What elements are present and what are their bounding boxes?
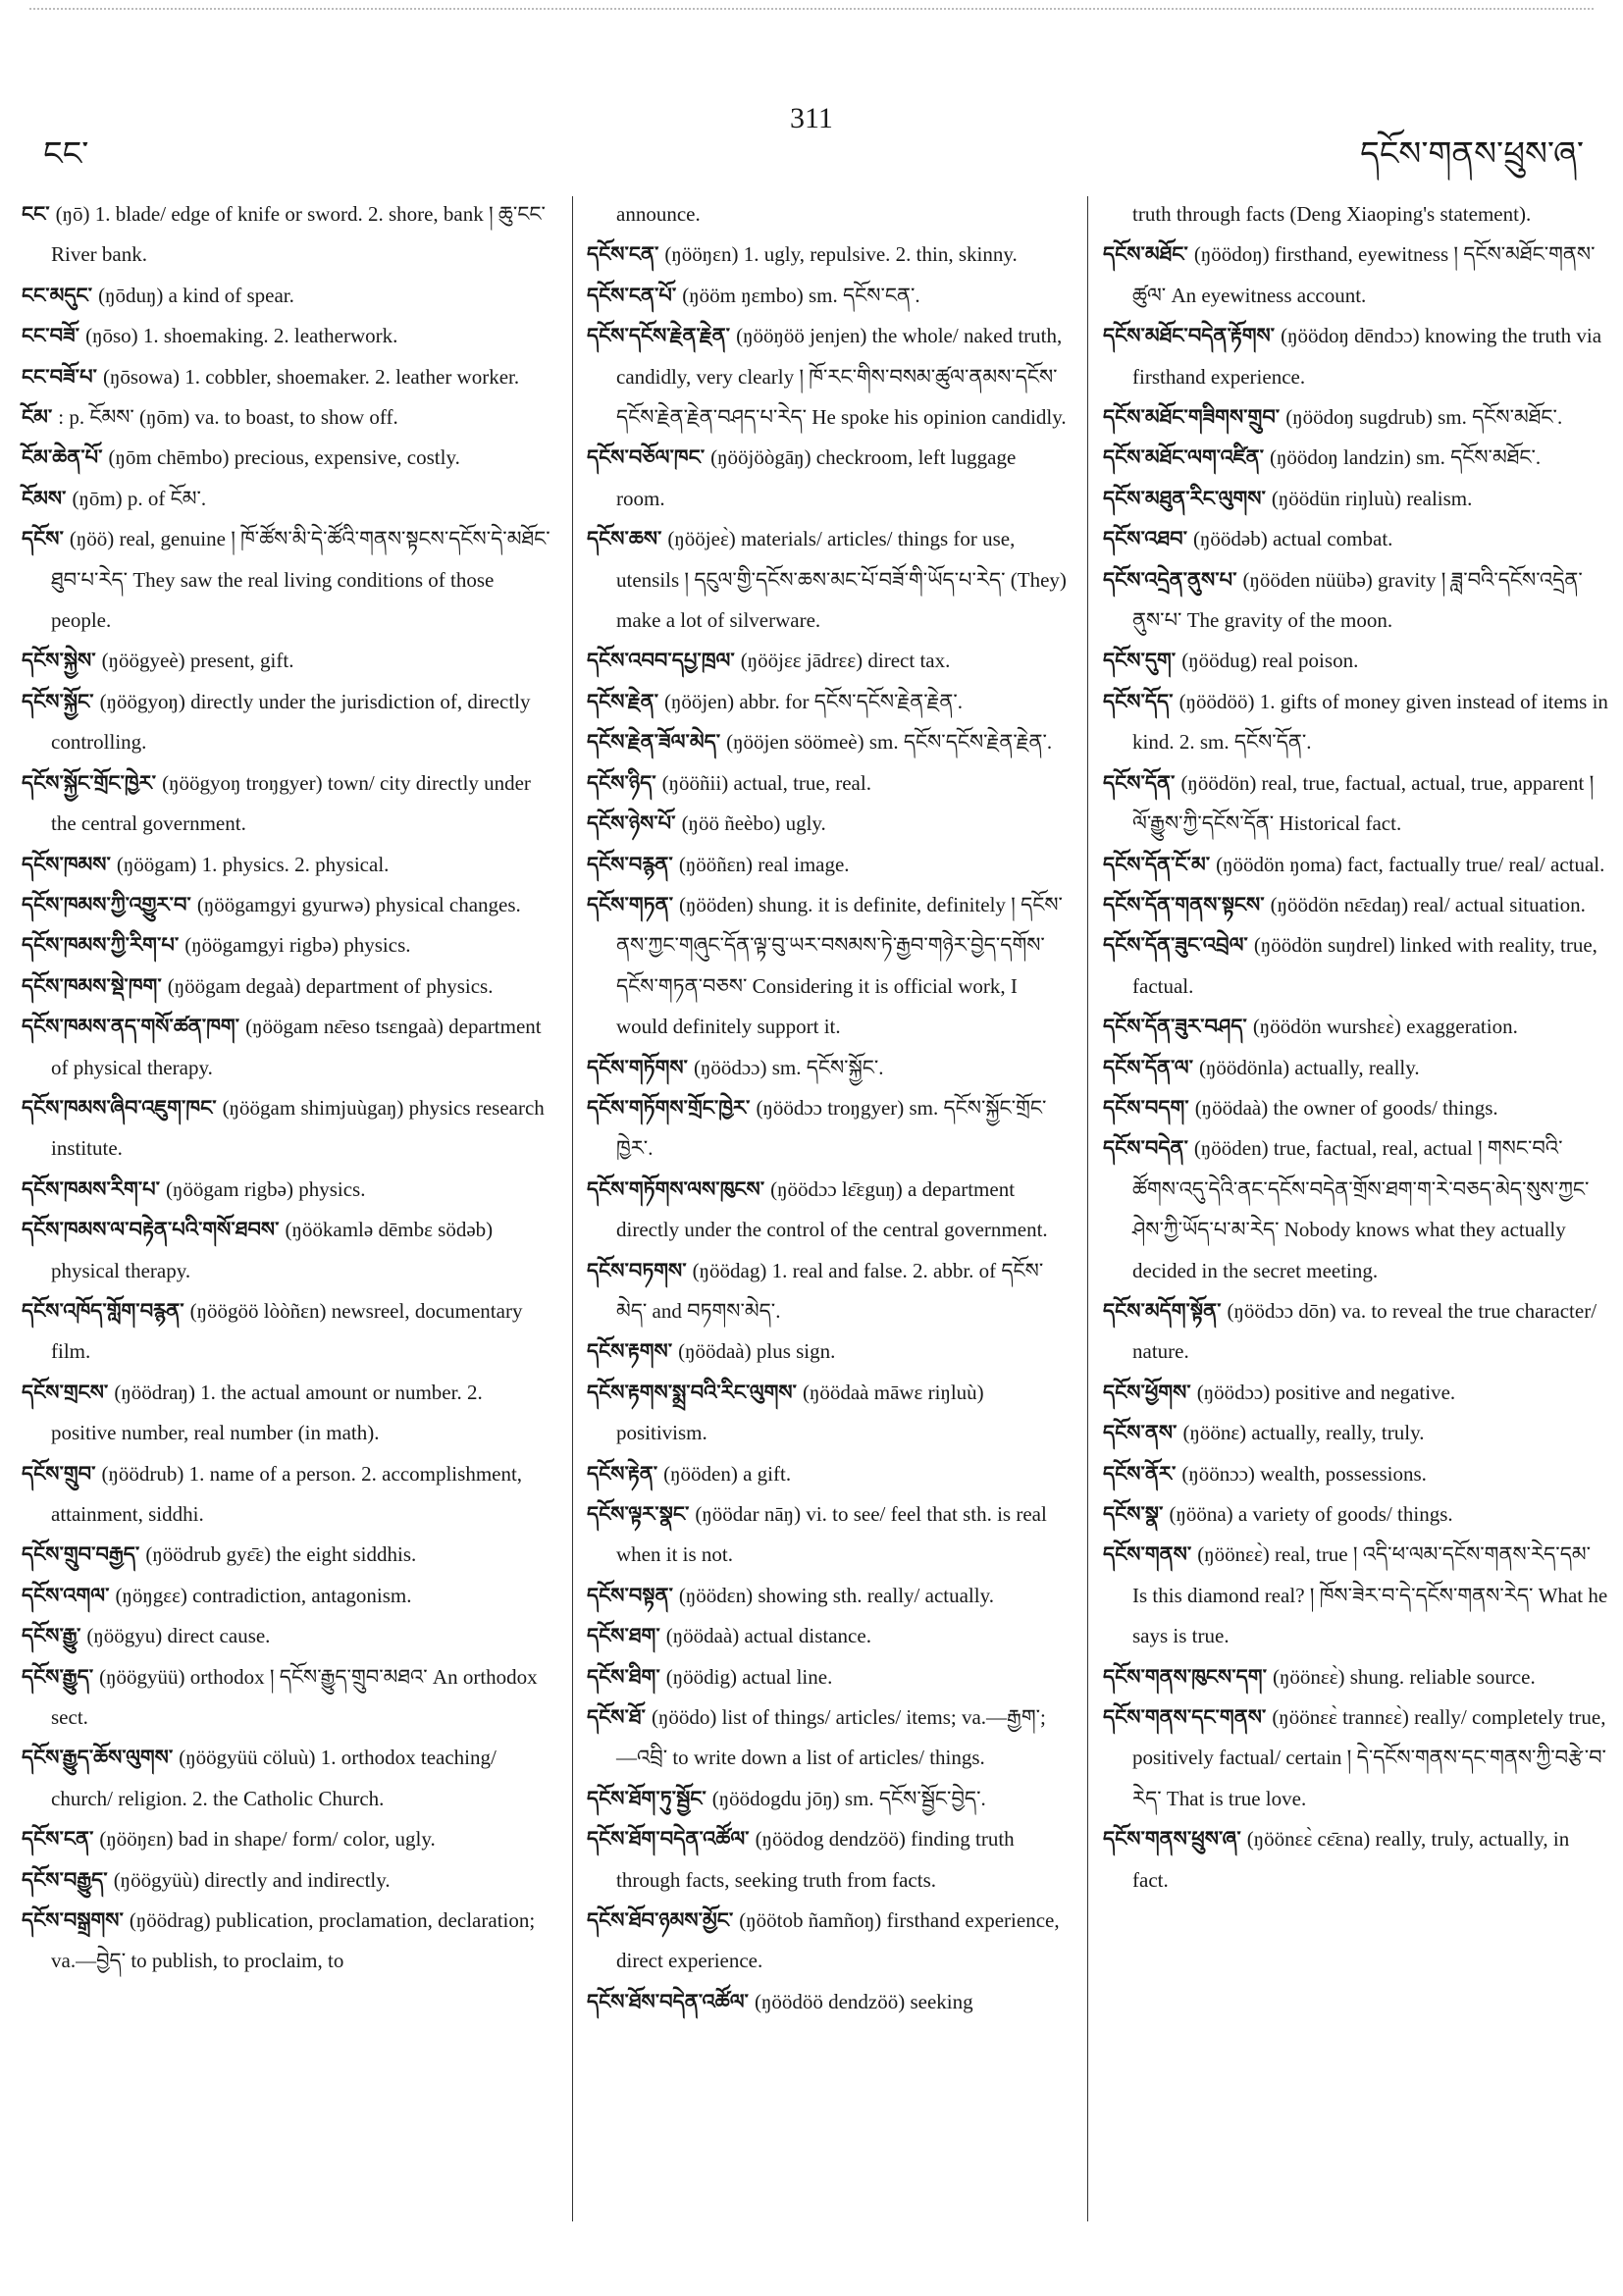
- dictionary-entry: [587, 1657, 1070, 1697]
- dictionary-entry: [587, 1454, 1070, 1494]
- entry-headword: དངོས་ཕྱོགས་: [1103, 1380, 1191, 1404]
- entry-headword: དངོས་སྐྱོང་གྲོང་ཁྱེར་: [22, 770, 157, 795]
- entry-headword: དངོས་སྣ་: [1103, 1502, 1164, 1526]
- entry-definition: (ŋöönɛɛ̀ trannɛɛ̀) really/ completely true, positively factual/ certain ། དེ་དངོས་གནས་དང་གནས་ཀྱི་བརྩེ་བ་རེད་ That is true love.: [1132, 1705, 1606, 1810]
- entry-headword: དངོས་དོད་: [1103, 689, 1174, 713]
- entry-headword: དངོས་ཐོག་བདེན་འཚོལ་: [587, 1827, 750, 1852]
- entry-headword: དངོས་གནས་ཕྲུས་ཞ་: [1103, 1827, 1241, 1852]
- dictionary-entry: [22, 316, 551, 356]
- entry-headword: དངོས་ཐོ་: [587, 1705, 646, 1730]
- entry-headword: དངོས་རྟགས་: [587, 1339, 673, 1364]
- entry-definition: (ŋöödraŋ) 1. the actual amount or number. 2. positive number, real number (in math).: [51, 1380, 483, 1445]
- dictionary-entry: [22, 885, 551, 925]
- dictionary-entry: [587, 1697, 1070, 1779]
- entry-headword: དངོས་བརྒྱུད་: [22, 1867, 108, 1892]
- entry-headword: དངོས་ངན་: [22, 1827, 94, 1852]
- entry-headword: དངོས་མཐོང་: [1103, 242, 1188, 267]
- dictionary-entry: [22, 1576, 551, 1616]
- entry-definition: (ŋöögam rigbə) physics.: [166, 1176, 366, 1201]
- right-guide-word: དངོས་གནས་ཕྲུས་ཞ་: [1360, 136, 1584, 173]
- dictionary-entry: [22, 1657, 551, 1739]
- entry-headword: དངོས་མདོག་སྟོན་: [1103, 1298, 1222, 1323]
- dictionary-entry: [587, 316, 1070, 438]
- entry-definition: (ŋōm) p. of ངོམ་.: [72, 486, 207, 510]
- entry-headword: དངོས་ངན་: [587, 242, 659, 267]
- entry-headword: དངོས་ལྟར་སྣང་: [587, 1502, 690, 1526]
- entry-headword: ངང་: [22, 202, 50, 226]
- entry-headword: དངོས་རྒྱུད་: [22, 1664, 94, 1689]
- entry-definition: (ŋöökamlə dēmbɛ södəb) physical therapy.: [51, 1218, 494, 1282]
- entry-definition: (ŋöödrag) publication, proclamation, declaration; va.—བྱེད་ to publish, to proclaim, to: [51, 1908, 536, 1973]
- entry-headword: དངོས་ཐོས་བདེན་འཚོལ་: [587, 1989, 749, 2013]
- entry-definition: (ŋöödɔɔ lɛ̄ɛguŋ) a department directly under the control of the central government.: [616, 1176, 1048, 1242]
- dictionary-entry: [1103, 845, 1609, 885]
- entry-headword: དངོས་སྐྱོང་: [22, 689, 94, 713]
- entry-headword: དངོས་དོན་ངོ་མ་: [1103, 852, 1211, 876]
- dictionary-entry: [1103, 1007, 1609, 1047]
- entry-definition: (ŋöögam shimjuùgaŋ) physics research institute.: [51, 1095, 545, 1161]
- dictionary-entry: [1103, 235, 1609, 316]
- entry-definition: (ŋöödrub gyɛ̄ɛ) the eight siddhis.: [145, 1542, 417, 1567]
- entry-headword: དངོས་གནས་དང་གནས་: [1103, 1705, 1267, 1730]
- entry-definition: (ŋööjen) abbr. for དངོས་དངོས་རྗེན་རྗེན་.: [664, 689, 964, 713]
- dictionary-entry: [587, 235, 1070, 275]
- entry-headword: དངོས་གཏོགས་ལས་ཁུངས་: [587, 1176, 765, 1201]
- entry-definition: (ŋöödön suŋdrel) linked with reality, true, factual.: [1132, 933, 1597, 998]
- entry-headword: དངོས་འདྲེན་ནུས་པ་: [1103, 567, 1237, 592]
- entry-headword: དངོས་དངོས་རྗེན་རྗེན་: [587, 324, 731, 348]
- dictionary-entry: [587, 1494, 1070, 1576]
- entry-headword: དངོས་དུག་: [1103, 649, 1177, 673]
- dictionary-entry: [1103, 1494, 1609, 1535]
- dictionary-entry: [1103, 1291, 1609, 1373]
- entry-definition: (ŋöögyüù) directly and indirectly.: [113, 1867, 391, 1892]
- dictionary-entry: [587, 1779, 1070, 1819]
- entry-definition: (ŋöödün riŋluù) realism.: [1271, 486, 1473, 510]
- entry-definition: (ŋöögyoŋ troŋgyer) town/ city directly under the central government.: [51, 770, 531, 836]
- entry-definition: (ŋööŋöö jenjen) the whole/ naked truth, candidly, very clearly ། ཁོ་རང་གིས་བསམ་ཚུལ་ནམས་དངོས་དངོས་རྗེན་རྗེན་བཤད་པ་རེད་ He spoke his opinion candidly.: [616, 324, 1067, 430]
- dictionary-entry: [22, 519, 551, 641]
- entry-definition: (ŋöödoŋ) firsthand, eyewitness ། དངོས་མཐོང་གནས་ཚུལ་ An eyewitness account.: [1132, 242, 1596, 307]
- entry-headword: དངོས་གྲུབ་: [22, 1461, 96, 1486]
- entry-headword: དངོས་ཉིད་: [587, 770, 656, 795]
- entry-definition: (ŋöödön wurshɛɛ̀) exaggeration.: [1252, 1015, 1518, 1039]
- dictionary-entry: [587, 1616, 1070, 1656]
- entry-definition: (ŋööden) a gift.: [663, 1461, 792, 1486]
- entry-definition: (ŋöödug) real poison.: [1181, 649, 1359, 673]
- column-3: [1103, 194, 1609, 1901]
- entry-definition: (ŋöötob ñamñoŋ) firsthand experience, direct experience.: [616, 1908, 1060, 1973]
- dictionary-entry: [1103, 397, 1609, 438]
- entry-definition: (ŋöödɔɔ) positive and negative.: [1196, 1380, 1456, 1404]
- dictionary-entry: [22, 1819, 551, 1859]
- column-divider: [1087, 196, 1088, 2221]
- entry-definition: (ŋöödoŋ dēndɔɔ) knowing the truth via firsthand experience.: [1132, 324, 1602, 389]
- entry-definition: announce.: [616, 202, 701, 226]
- dictionary-entry: [1103, 1697, 1609, 1819]
- dictionary-entry: [22, 845, 551, 885]
- dictionary-entry: [1103, 1088, 1609, 1128]
- dictionary-entry: [587, 1048, 1070, 1088]
- entry-definition: (ŋöödrub) 1. name of a person. 2. accomplishment, attainment, siddhi.: [51, 1461, 523, 1526]
- entry-headword: དངོས་གྲུབ་བརྒྱད་: [22, 1542, 140, 1567]
- entry-headword: དངོས་གཏན་: [587, 892, 673, 916]
- dictionary-entry: [587, 1373, 1070, 1454]
- entry-definition: (ŋöögam nɛ̄eso tsɛngaà) department of physical therapy.: [51, 1015, 542, 1079]
- entry-headword: དངོས་འབབ་དཔྱ་ཁྲལ་: [587, 649, 735, 673]
- dictionary-entry: [587, 1901, 1070, 1982]
- entry-headword: དངོས་བསྟན་: [587, 1583, 673, 1607]
- entry-headword: དངོས་བཅོལ་ཁང་: [587, 445, 706, 470]
- entry-headword: དངོས་ངན་པོ་: [587, 283, 677, 307]
- entry-headword: དངོས་རྒྱུད་ཆོས་ལུགས་: [22, 1746, 174, 1770]
- dictionary-entry: [22, 682, 551, 763]
- left-guide-word: ངང་: [43, 136, 89, 173]
- entry-headword: དངོས་ཐོབ་ཉམས་མྱོང་: [587, 1908, 734, 1933]
- entry-headword: དངོས་དོན་ཟུང་འབྲེལ་: [1103, 933, 1248, 958]
- dictionary-entry: [1103, 1454, 1609, 1494]
- entry-definition: (ŋöödog dendzöö) finding truth through facts, seeking truth from facts.: [616, 1827, 1015, 1892]
- dictionary-entry: [1103, 885, 1609, 925]
- entry-definition: (ŋöönɛɛ̀ cɛ̄ɛna) really, truly, actually, in fact.: [1132, 1827, 1570, 1892]
- dictionary-entry: [22, 479, 551, 519]
- entry-definition: (ŋöönɛ) actually, really, truly.: [1182, 1421, 1425, 1445]
- entry-definition: (ŋöögam) 1. physics. 2. physical.: [116, 852, 390, 876]
- entry-headword: དངོས་ཁམས་ཞིབ་འཇུག་ཁང་: [22, 1095, 217, 1120]
- entry-definition: : p. ངོམས་ (ŋōm) va. to boast, to show off.: [58, 405, 398, 430]
- entry-headword: དངོས་དོན་ཟུར་བཤད་: [1103, 1015, 1247, 1039]
- entry-definition: (ŋōduŋ) a kind of spear.: [98, 283, 294, 307]
- entry-definition: (ŋööñɛn) real image.: [678, 852, 850, 876]
- entry-headword: དངོས་གཏོགས་གྲོང་ཁྱེར་: [587, 1095, 751, 1120]
- entry-definition: (ŋöögyoŋ) directly under the jurisdiction of, directly controlling.: [51, 689, 531, 755]
- entry-definition: (ŋöögam degaà) department of physics.: [167, 973, 494, 998]
- dictionary-entry: [22, 1535, 551, 1575]
- page-number: 311: [790, 102, 833, 134]
- entry-definition: (ŋöönɔɔ) wealth, possessions.: [1181, 1461, 1427, 1486]
- entry-headword: དངོས་མཐོང་གཟིགས་གྲུབ་: [1103, 405, 1281, 430]
- dictionary-entry: [22, 397, 551, 438]
- dictionary-entry: [22, 966, 551, 1007]
- entry-definition: (ŋöödɔɔ dōn) va. to reveal the true character/ nature.: [1132, 1298, 1597, 1364]
- entry-definition: (ŋöödaà) the owner of goods/ things.: [1194, 1095, 1498, 1120]
- dictionary-entry: [587, 1331, 1070, 1372]
- entry-definition: (ŋööden) shung. it is definite, definitely ། དངོས་ནས་ཀྱང་གཞུང་དོན་ལྟ་བུ་ཡར་བསམས་ཏེ་རྒྱབ་གཉེར་བྱེད་དགོས་དངོས་གཏན་བཅས་ Considering it is official work, I would definitely support it.: [616, 892, 1063, 1039]
- entry-definition: (ŋöögamgyi rigbə) physics.: [184, 933, 411, 958]
- entry-definition: (ŋöödəb) actual combat.: [1193, 527, 1393, 551]
- dictionary-entry: [22, 641, 551, 681]
- entry-definition: (ŋöödɔɔ troŋgyer) sm. དངོས་སྐྱོང་གྲོང་ཁྱེར་.: [616, 1095, 1047, 1161]
- entry-definition: (ŋöögöö lòòñɛn) newsreel, documentary film.: [51, 1298, 523, 1364]
- entry-definition: (ŋöödöö dendzöö) seeking: [754, 1989, 973, 2013]
- entry-definition: (ŋöödo) list of things/ articles/ items; va.—རྒྱག་; —འབྲི་ to write down a list of articles/ things.: [616, 1705, 1046, 1770]
- dictionary-entry: [1103, 1657, 1609, 1697]
- dictionary-entry: [1103, 925, 1609, 1007]
- dictionary-entry: [587, 1170, 1070, 1251]
- entry-definition: (ŋöögyu) direct cause.: [86, 1624, 271, 1648]
- dictionary-entry: [1103, 560, 1609, 642]
- entry-definition: (ŋööjɛɛ jādrɛɛ) direct tax.: [740, 649, 951, 673]
- dictionary-entry: [1103, 438, 1609, 478]
- dictionary-entry: [587, 763, 1070, 804]
- entry-definition: (ŋööjen söömeè) sm. དངོས་དངོས་རྗེན་རྗེན་.: [726, 730, 1053, 755]
- dictionary-entry: [587, 804, 1070, 844]
- dictionary-entry: [22, 1210, 551, 1291]
- entry-headword: དངོས་དོན་: [1103, 770, 1176, 795]
- entry-headword: ངོམ་ཆེན་པོ་: [22, 445, 103, 470]
- dictionary-entry: [22, 763, 551, 845]
- entry-headword: ངང་མདུང་: [22, 283, 93, 307]
- entry-definition: (ŋöödɛn) showing sth. really/ actually.: [678, 1583, 994, 1607]
- entry-definition: (ŋööm ŋɛmbo) sm. དངོས་ངན་.: [682, 283, 920, 307]
- dictionary-entry: [587, 1088, 1070, 1170]
- entry-headword: དངོས་གནས་: [1103, 1542, 1192, 1567]
- entry-headword: དངོས་བཏགས་: [587, 1258, 687, 1282]
- column-divider: [572, 196, 573, 2221]
- entry-definition: (ŋöödöö) 1. gifts of money given instead of items in kind. 2. sm. དངོས་དོན་.: [1132, 689, 1608, 755]
- entry-definition: (ŋōso) 1. shoemaking. 2. leatherwork.: [85, 324, 398, 348]
- entry-headword: དངོས་ཆས་: [587, 527, 662, 551]
- entry-definition: (ŋöŋgɛɛ) contradiction, antagonism.: [115, 1583, 412, 1607]
- dictionary-entry: [587, 1576, 1070, 1616]
- entry-definition: (ŋööden nüübə) gravity ། ཟླ་བའི་དངོས་འདྲེན་ནུས་པ་ The gravity of the moon.: [1132, 567, 1583, 633]
- entry-definition: (ŋöödön nɛ̄ɛdaŋ) real/ actual situation.: [1270, 892, 1586, 916]
- entry-headword: དངོས་ཁམས་ཀྱི་འགྱུར་བ་: [22, 892, 191, 916]
- entry-headword: དངོས་ཁམས་: [22, 852, 111, 876]
- entry-headword: དངོས་རྟགས་སྨྲ་བའི་རིང་ལུགས་: [587, 1380, 797, 1404]
- entry-headword: ངོམས་: [22, 486, 67, 510]
- entry-headword: དངོས་བརྙན་: [587, 852, 673, 876]
- entry-definition: (ŋöödar nāŋ) vi. to see/ feel that sth. is real when it is not.: [616, 1502, 1047, 1567]
- dictionary-entry: [587, 885, 1070, 1048]
- entry-definition: (ŋöödön) real, true, factual, actual, true, apparent ། ལོ་རྒྱུས་ཀྱི་དངོས་དོན་ Historical fact.: [1132, 770, 1595, 836]
- entry-headword: དངོས་བདེན་: [1103, 1136, 1188, 1161]
- dictionary-entry: [1103, 1819, 1609, 1901]
- entry-headword: དངོས་རྗེན་: [587, 689, 659, 713]
- column-2: [587, 194, 1070, 2022]
- entry-headword: དངོས་མཐོང་ལག་འཛིན་: [1103, 445, 1265, 470]
- entry-definition: (ŋööna) a variety of goods/ things.: [1169, 1502, 1453, 1526]
- entry-headword: དངོས་རྒྱུ་: [22, 1624, 81, 1648]
- dictionary-entry: [587, 438, 1070, 519]
- dictionary-entry: [587, 1251, 1070, 1332]
- dictionary-entry: [587, 276, 1070, 316]
- dictionary-entry: [1103, 1048, 1609, 1088]
- dictionary-entry: [22, 1170, 551, 1210]
- dictionary-entry: [1103, 1373, 1609, 1413]
- entry-definition: (ŋöödaà) actual distance.: [665, 1624, 871, 1648]
- entry-headword: ངང་བཟོ་: [22, 324, 80, 348]
- dictionary-entry: [587, 722, 1070, 762]
- entry-definition: (ŋöögamgyi gyurwə) physical changes.: [196, 892, 521, 916]
- top-edge-rule: [29, 8, 1594, 10]
- entry-definition: (ŋöögyeè) present, gift.: [101, 649, 294, 673]
- entry-definition: (ŋöödaà) plus sign.: [678, 1339, 836, 1364]
- dictionary-entry: [22, 1291, 551, 1373]
- entry-definition: (ŋöönɛɛ̀) real, true ། འདི་ཕ་ལམ་དངོས་གནས་རེད་དམ་ Is this diamond real? ། ཁོས་ཟེར་བ་དེ་དངོས་གནས་རེད་ What he says is true.: [1132, 1542, 1608, 1648]
- dictionary-entry: [22, 438, 551, 478]
- entry-definition: (ŋööŋɛn) 1. ugly, repulsive. 2. thin, skinny.: [664, 242, 1018, 267]
- dictionary-entry: [22, 1373, 551, 1454]
- entry-headword: དངོས་མཐོང་བདེན་རྟོགས་: [1103, 324, 1276, 348]
- dictionary-entry: [22, 357, 551, 397]
- entry-headword: དངོས་རྟེན་: [587, 1461, 658, 1486]
- dictionary-entry: [587, 194, 1070, 235]
- dictionary-entry: [587, 845, 1070, 885]
- entry-definition: (ŋöödogdu jōŋ) sm. དངོས་སྦྱོང་བྱེད་.: [711, 1786, 986, 1810]
- entry-headword: དངོས་འཐབ་: [1103, 527, 1188, 551]
- entry-definition: (ŋöögyüü) orthodox ། དངོས་རྒྱུད་གྲུབ་མཐའ་ An orthodox sect.: [51, 1664, 538, 1730]
- entry-headword: དངོས་མཐུན་རིང་ལུགས་: [1103, 486, 1266, 510]
- entry-headword: དངོས་གནས་ཁུངས་དག་: [1103, 1664, 1267, 1689]
- dictionary-entry: [22, 1007, 551, 1088]
- entry-headword: དངོས་རྗེན་ཟོལ་མེད་: [587, 730, 721, 755]
- column-1: [22, 194, 551, 1982]
- dictionary-entry: [1103, 519, 1609, 559]
- entry-headword: དངོས་ཁམས་ནད་གསོ་ཚན་ཁག་: [22, 1015, 240, 1039]
- dictionary-entry: [22, 1454, 551, 1536]
- dictionary-entry: [587, 641, 1070, 681]
- entry-headword: དངོས་དོན་ལ་: [1103, 1055, 1194, 1079]
- dictionary-entry: [1103, 1128, 1609, 1291]
- dictionary-entry: [587, 1819, 1070, 1901]
- entry-definition: (ŋööjeɛ̀) materials/ articles/ things for use, utensils ། དངུལ་གྱི་དངོས་ཆས་མང་པོ་བཟོ་གི་ཡོད་པ་རེད་ (They) make a lot of silverware.: [616, 527, 1067, 633]
- entry-definition: (ŋöödoŋ sugdrub) sm. དངོས་མཐོང་.: [1285, 405, 1563, 430]
- entry-definition: (ŋöödön ŋoma) fact, factually true/ real/ actual.: [1216, 852, 1605, 876]
- entry-headword: ངོམ་: [22, 405, 53, 430]
- entry-definition: (ŋō) 1. blade/ edge of knife or sword. 2. shore, bank ། ཆུ་ངང་ River bank.: [51, 202, 546, 267]
- entry-definition: (ŋöödag) 1. real and false. 2. abbr. of དངོས་མེད་ and བཏགས་མེད་.: [616, 1258, 1044, 1323]
- entry-definition: (ŋööjöògāŋ) checkroom, left luggage room.: [616, 445, 1017, 510]
- entry-headword: དངོས་འགལ་: [22, 1583, 110, 1607]
- dictionary-entry: [587, 519, 1070, 641]
- dictionary-entry: [587, 682, 1070, 722]
- dictionary-entry: [22, 1088, 551, 1170]
- entry-definition: (ŋöödɔɔ) sm. དངོས་སྐྱོང་.: [693, 1055, 884, 1079]
- dictionary-entry: [1103, 682, 1609, 763]
- entry-definition: (ŋōsowa) 1. cobbler, shoemaker. 2. leather worker.: [102, 364, 520, 389]
- entry-definition: (ŋöödönla) actually, really.: [1199, 1055, 1420, 1079]
- entry-headword: དངོས་ནོར་: [1103, 1461, 1177, 1486]
- entry-definition: (ŋöö ñeèbo) ugly.: [681, 811, 826, 836]
- entry-headword: དངོས་ནས་: [1103, 1421, 1178, 1445]
- entry-headword: དངོས་ཁམས་རིག་པ་: [22, 1176, 161, 1201]
- entry-definition: (ŋööñii) actual, true, real.: [661, 770, 871, 795]
- dictionary-entry: [22, 194, 551, 276]
- dictionary-entry: [22, 1860, 551, 1901]
- entry-definition: (ŋöönɛɛ̀) shung. reliable source.: [1273, 1664, 1536, 1689]
- entry-headword: དངོས་ཉེས་པོ་: [587, 811, 676, 836]
- dictionary-entry: [1103, 194, 1609, 235]
- entry-definition: (ŋööden) true, factual, real, actual ། གསང་བའི་ཚོགས་འདུ་དེའི་ནང་དངོས་བདེན་གྲོས་ཐག་ག་རེ་བཅད་མེད་སུས་ཀྱང་ཤེས་ཀྱི་ཡོད་པ་མ་རེད་ Nobody knows what they actually decided in the secret meeting.: [1132, 1136, 1590, 1282]
- entry-definition: (ŋööŋɛn) bad in shape/ form/ color, ugly.: [99, 1827, 436, 1852]
- entry-headword: དངོས་ཁམས་སྡེ་ཁག་: [22, 973, 162, 998]
- entry-headword: དངོས་: [22, 527, 64, 551]
- entry-definition: (ŋōm chēmbo) precious, expensive, costly.: [108, 445, 460, 470]
- entry-headword: དངོས་གྲངས་: [22, 1380, 109, 1404]
- entry-headword: དངོས་གཏོགས་: [587, 1055, 688, 1079]
- entry-headword: དངོས་ཐོག་ཏུ་སྦྱོང་: [587, 1786, 707, 1810]
- entry-headword: དངོས་བདག་: [1103, 1095, 1189, 1120]
- dictionary-entry: [1103, 479, 1609, 519]
- dictionary-entry: [1103, 763, 1609, 845]
- entry-headword: དངོས་སྐྱེས་: [22, 649, 96, 673]
- dictionary-entry: [1103, 1535, 1609, 1656]
- dictionary-entry: [587, 1982, 1070, 2022]
- dictionary-entry: [22, 1738, 551, 1819]
- dictionary-entry: [1103, 1413, 1609, 1453]
- dictionary-entry: [22, 276, 551, 316]
- entry-headword: དངོས་ཁམས་ལ་བརྟེན་པའི་གསོ་ཐབས་: [22, 1218, 280, 1242]
- entry-definition: (ŋöödig) actual line.: [665, 1664, 833, 1689]
- entry-definition: truth through facts (Deng Xiaoping's statement).: [1132, 202, 1532, 226]
- entry-definition: (ŋöögyüü cöluù) 1. orthodox teaching/ church/ religion. 2. the Catholic Church.: [51, 1746, 497, 1810]
- entry-definition: (ŋöödaà māwɛ riŋluù) positivism.: [616, 1380, 984, 1445]
- dictionary-entry: [22, 1616, 551, 1656]
- dictionary-entry: [1103, 641, 1609, 681]
- entry-headword: དངོས་བསྒྲགས་: [22, 1908, 124, 1933]
- entry-definition: (ŋöödoŋ landzin) sm. དངོས་མཐོང་.: [1270, 445, 1542, 470]
- entry-headword: དངོས་ཐག་: [587, 1624, 660, 1648]
- dictionary-entry: [22, 925, 551, 965]
- entry-headword: ངང་བཟོ་པ་: [22, 364, 97, 389]
- entry-headword: དངོས་ཁམས་ཀྱི་རིག་པ་: [22, 933, 180, 958]
- dictionary-entry: [1103, 316, 1609, 397]
- entry-headword: དངོས་འཁོད་གློག་བརྙན་: [22, 1298, 184, 1323]
- entry-headword: དངོས་ཐིག་: [587, 1664, 660, 1689]
- entry-definition: (ŋöö) real, genuine ། ཁོ་ཚོས་མི་དེ་ཚོའི་གནས་སྟངས་དངོས་དེ་མཐོང་ཐུབ་པ་རེད་ They saw the real living conditions of those people.: [51, 527, 550, 633]
- entry-headword: དངོས་དོན་གནས་སྟངས་: [1103, 892, 1265, 916]
- dictionary-entry: [22, 1901, 551, 1982]
